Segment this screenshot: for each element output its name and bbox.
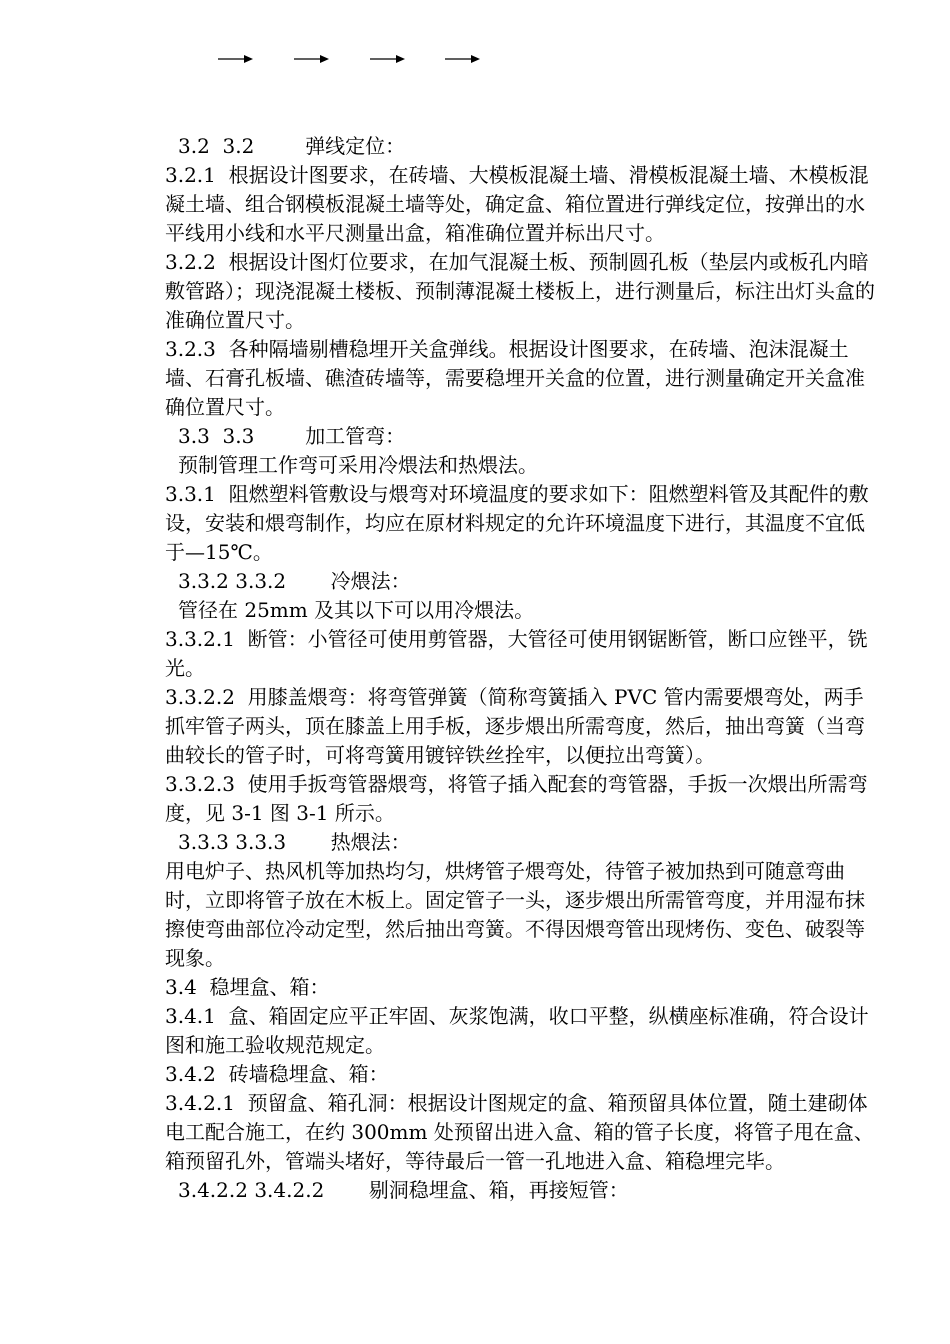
section-heading: 3.3.3 3.3.3 热煨法： bbox=[178, 830, 411, 854]
paragraph: 3.3.1 阻燃塑料管敷设与煨弯对环境温度的要求如下：阻燃塑料管及其配件的敷设，安装和煨弯制作，均应在原材料规定的允许环境温度下进行，其温度不宜低于—15℃。 bbox=[165, 482, 869, 564]
document-body bbox=[143, 132, 878, 1205]
paragraph: 3.4.2 砖墙稳埋盒、箱： bbox=[165, 1062, 389, 1086]
arrow-right-icon bbox=[370, 50, 406, 68]
paragraph: 3.4 稳埋盒、箱： bbox=[165, 975, 330, 999]
section-heading: 3.4.2.2 3.4.2.2 剔洞稳埋盒、箱，再接短管： bbox=[178, 1178, 629, 1202]
paragraph: 管径在 25mm 及其以下可以用冷煨法。 bbox=[178, 598, 535, 622]
paragraph: 3.3.2.1 断管：小管径可使用剪管器，大管径可使用钢锯断管，断口应锉平，铣光。 bbox=[165, 627, 868, 680]
paragraph: 3.3.2.2 用膝盖煨弯：将弯管弹簧（简称弯簧插入 PVC 管内需要煨弯处，两手抓牢管子两头，顶在膝盖上用手板，逐步煨出所需弯度，然后，抽出弯簧（当弯曲较长的管子时，可将弯簧用镀锌铁丝拴牢，以便拉出弯簧）。 bbox=[165, 685, 865, 767]
paragraph: 3.4.2.1 预留盒、箱孔洞：根据设计图规定的盒、箱预留具体位置，随土建砌体电工配合施工，在约 300mm 处预留出进入盒、箱的管子长度，将管子甩在盒、箱预留孔外，管端头堵好，等待最后一管一孔地进入盒、箱稳埋完毕。 bbox=[165, 1091, 874, 1173]
arrow-right-icon bbox=[218, 50, 254, 68]
section-heading: 3.2 3.2 弹线定位： bbox=[178, 134, 406, 158]
paragraph: 3.2.1 根据设计图要求，在砖墙、大模板混凝土墙、滑模板混凝土墙、木模板混凝土墙、组合钢模板混凝土墙等处，确定盒、箱位置进行弹线定位，按弹出的水平线用小线和水平尺测量出盒，箱准确位置并标出尺寸。 bbox=[165, 163, 869, 245]
paragraph: 3.4.1 盒、箱固定应平正牢固、灰浆饱满，收口平整，纵横座标准确，符合设计图和施工验收规范规定。 bbox=[165, 1004, 869, 1057]
paragraph: 3.2.2 根据设计图灯位要求，在加气混凝土板、预制圆孔板（垫层内或板孔内暗敷管路）；现浇混凝土楼板、预制薄混凝土楼板上，进行测量后，标注出灯头盒的准确位置尺寸。 bbox=[165, 250, 875, 332]
arrow-right-icon bbox=[445, 50, 481, 68]
section-heading: 3.3 3.3 加工管弯： bbox=[178, 424, 406, 448]
flow-arrows bbox=[218, 50, 488, 70]
section-heading: 3.3.2 3.3.2 冷煨法： bbox=[178, 569, 411, 593]
paragraph: 3.3.2.3 使用手扳弯管器煨弯，将管子插入配套的弯管器，手扳一次煨出所需弯度，见 3-1 图 3-1 所示。 bbox=[165, 772, 868, 825]
arrow-right-icon bbox=[294, 50, 330, 68]
paragraph: 预制管理工作弯可采用冷煨法和热煨法。 bbox=[178, 453, 538, 477]
paragraph: 3.2.3 各种隔墙剔槽稳埋开关盒弹线。根据设计图要求，在砖墙、泡沫混凝土墙、石膏孔板墙、礁渣砖墙等，需要稳埋开关盒的位置，进行测量确定开关盒准确位置尺寸。 bbox=[165, 337, 865, 419]
paragraph: 用电炉子、热风机等加热均匀，烘烤管子煨弯处，待管子被加热到可随意弯曲时，立即将管子放在木板上。固定管子一头，逐步煨出所需管弯度，并用湿布抹擦使弯曲部位冷动定型，然后抽出弯簧。不得因煨弯管出现烤伤、变色、破裂等现象。 bbox=[165, 859, 865, 970]
